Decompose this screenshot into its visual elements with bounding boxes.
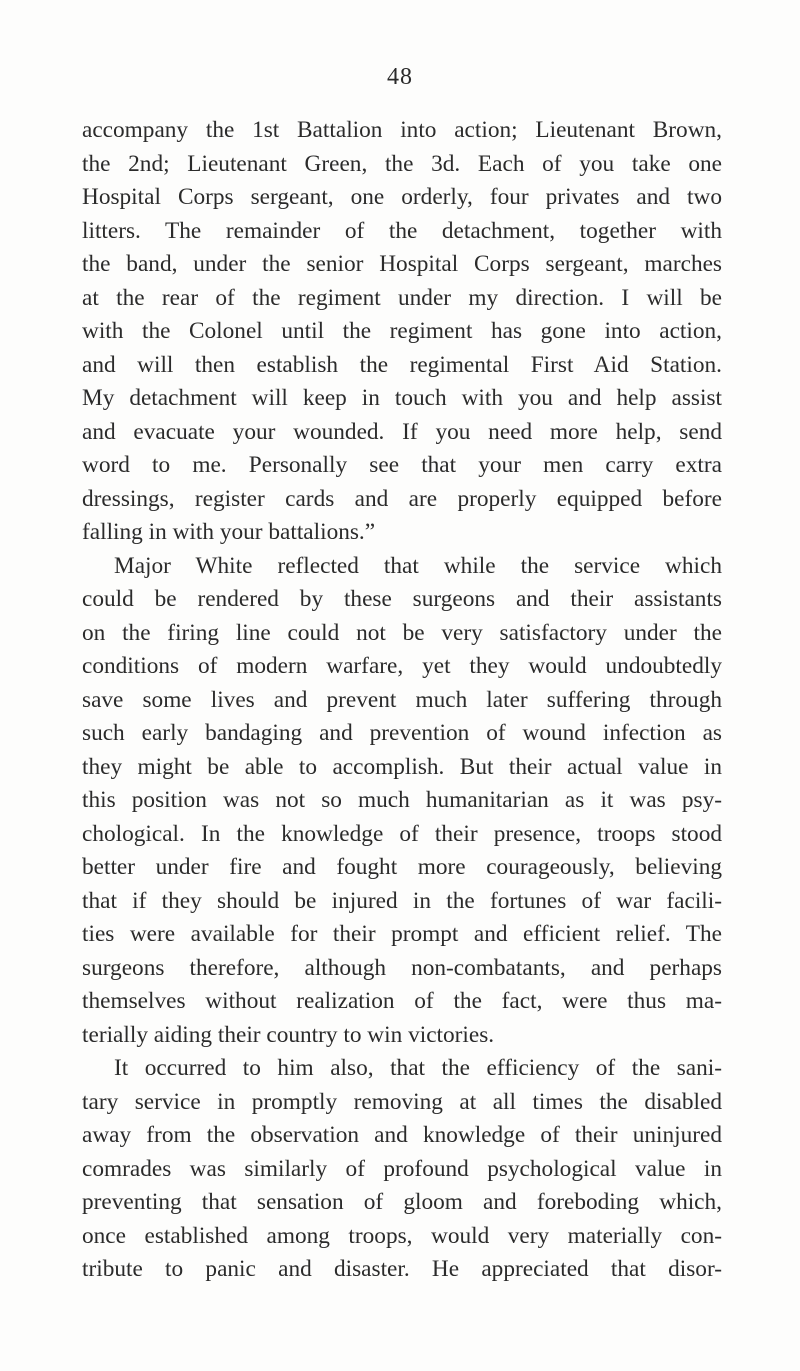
text-line: this position was not so much humanitarian as it was psy- — [82, 787, 722, 813]
text-line: litters. The remainder of the detachment, together with — [82, 217, 722, 244]
text-line: tary service in promptly removing at all times the disabled — [82, 1088, 722, 1115]
text-line: with the Colonel until the regiment has gone into action, — [82, 318, 722, 344]
text-line: Major White reflected that while the service which — [114, 552, 722, 579]
text-line: word to me. Personally see that your men carry extra — [82, 452, 722, 478]
text-line: falling in with your battalions.” — [82, 519, 376, 545]
text-line: that if they should be injured in the fortunes of war facili- — [82, 887, 722, 914]
text-line: accompany the 1st Battalion into action; Lieutenant Brown, — [82, 117, 722, 143]
text-line: could be rendered by these surgeons and their assistants — [82, 586, 722, 612]
text-line: comrades was similarly of profound psychological value in — [82, 1155, 722, 1182]
text-line: such early bandaging and prevention of wound infection as — [82, 720, 722, 746]
text-line: preventing that sensation of gloom and foreboding which, — [82, 1189, 722, 1215]
text-line: conditions of modern warfare, yet they would undoubtedly — [82, 653, 722, 679]
text-line: the 2nd; Lieutenant Green, the 3d. Each of you take one — [82, 150, 722, 177]
text-line: themselves without realization of the fact, were thus ma- — [82, 988, 722, 1014]
text-line: away from the observation and knowledge of their uninjured — [82, 1122, 722, 1148]
page-number: 48 — [387, 64, 413, 90]
text-line: My detachment will keep in touch with you and help assist — [82, 385, 722, 411]
body-text — [82, 114, 722, 1287]
text-line: Hospital Corps sergeant, one orderly, four privates and two — [82, 184, 722, 210]
text-line: at the rear of the regiment under my direction. I will be — [82, 284, 722, 311]
text-line: better under fire and fought more courageously, believing — [82, 854, 722, 880]
text-line: they might be able to accomplish. But their actual value in — [82, 753, 722, 780]
text-line: ties were available for their prompt and efficient relief. The — [82, 921, 722, 947]
text-line: surgeons therefore, although non-combatants, and perhaps — [82, 954, 722, 981]
text-line: once established among troops, would very materially con- — [82, 1222, 722, 1249]
text-line: chological. In the knowledge of their presence, troops stood — [82, 820, 722, 847]
text-line: on the firing line could not be very satisfactory under the — [82, 619, 722, 646]
text-line: the band, under the senior Hospital Corps sergeant, marches — [82, 251, 722, 277]
text-line: and evacuate your wounded. If you need more help, send — [82, 418, 722, 445]
text-line: terially aiding their country to win victories. — [82, 1021, 495, 1048]
text-line: save some lives and prevent much later suffering through — [82, 686, 722, 713]
text-line: dressings, register cards and are properly equipped before — [82, 485, 722, 512]
text-line: tribute to panic and disaster. He appreciated that disor- — [82, 1256, 722, 1282]
text-line: and will then establish the regimental First Aid Station. — [82, 351, 722, 378]
text-line: It occurred to him also, that the efficiency of the sani- — [114, 1055, 722, 1081]
